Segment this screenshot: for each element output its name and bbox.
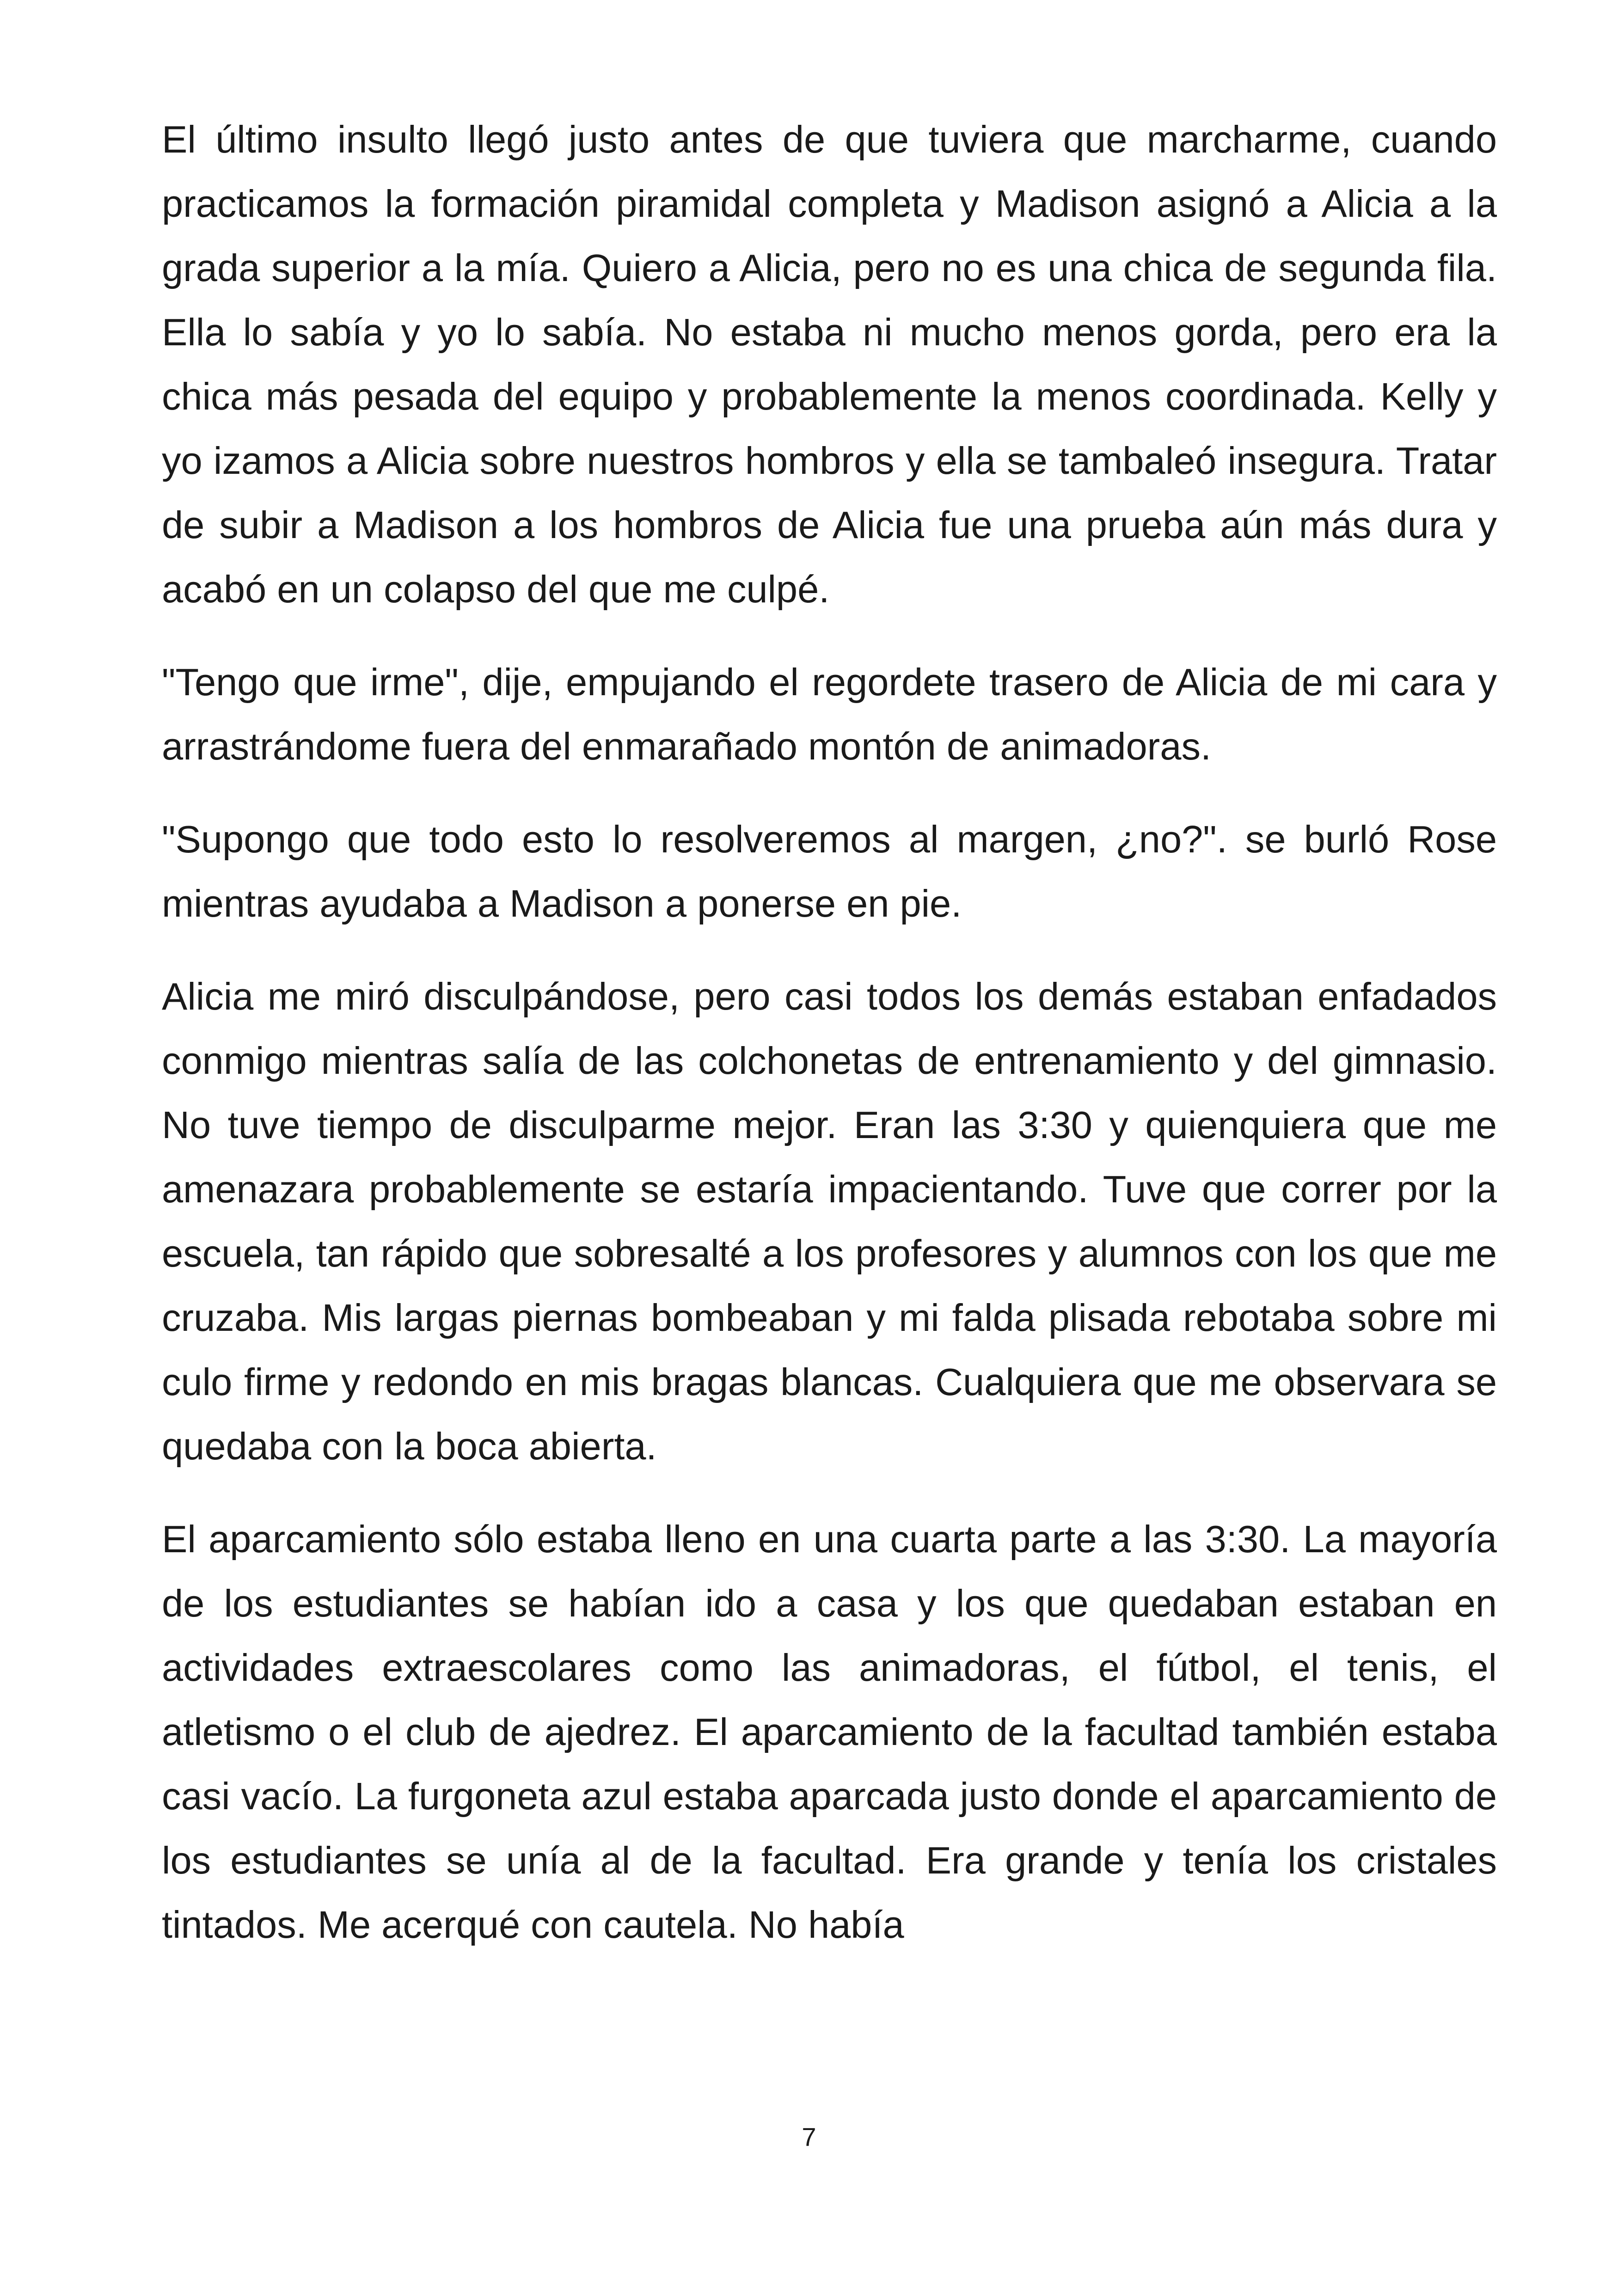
paragraph-5: El aparcamiento sólo estaba lleno en una cuarta parte a las 3:30. La mayoría de los estudiantes se habían ido a casa y los que quedaban estaban en actividades extraescolares como las animadoras, el fútbol, el tenis, el atletismo o el club de ajedrez. El aparcamiento de la facultad también estaba casi vacío. La furgoneta azul estaba aparcada justo donde el aparcamiento de los estudiantes se unía al de la facultad. Era grande y tenía los cristales tintados. Me acerqué con cautela. No había bbox=[162, 1518, 1497, 1946]
paragraph-1: El último insulto llegó justo antes de que tuviera que marcharme, cuando practicamos la formación piramidal completa y Madison asignó a Alicia a la grada superior a la mía. Quiero a Alicia, pero no es una chica de segunda fila. Ella lo sabía y yo lo sabía. No estaba ni mucho menos gorda, pero era la chica más pesada del equipo y probablemente la menos coordinada. Kelly y yo izamos a Alicia sobre nuestros hombros y ella se tambaleó insegura. Tratar de subir a Madison a los hombros de Alicia fue una prueba aún más dura y acabó en un colapso del que me culpé. bbox=[162, 118, 1497, 611]
paragraph-4: Alicia me miró disculpándose, pero casi todos los demás estaban enfadados conmigo mientras salía de las colchonetas de entrenamiento y del gimnasio. No tuve tiempo de disculparme mejor. Eran las 3:30 y quienquiera que me amenazara probablemente se estaría impacientando. Tuve que correr por la escuela, tan rápido que sobresalté a los profesores y alumnos con los que me cruzaba. Mis largas piernas bombeaban y mi falda plisada rebotaba sobre mi culo firme y redondo en mis bragas blancas. Cualquiera que me observara se quedaba con la boca abierta. bbox=[162, 975, 1497, 1468]
paragraph-3: "Supongo que todo esto lo resolveremos al margen, ¿no?". se burló Rose mientras ayudaba a Madison a ponerse en pie. bbox=[162, 818, 1497, 925]
body-text bbox=[162, 107, 1497, 1985]
paragraph-2: "Tengo que irme", dije, empujando el regordete trasero de Alicia de mi cara y arrastrándome fuera del enmarañado montón de animadoras. bbox=[162, 661, 1497, 768]
page-number: 7 bbox=[802, 2122, 816, 2151]
